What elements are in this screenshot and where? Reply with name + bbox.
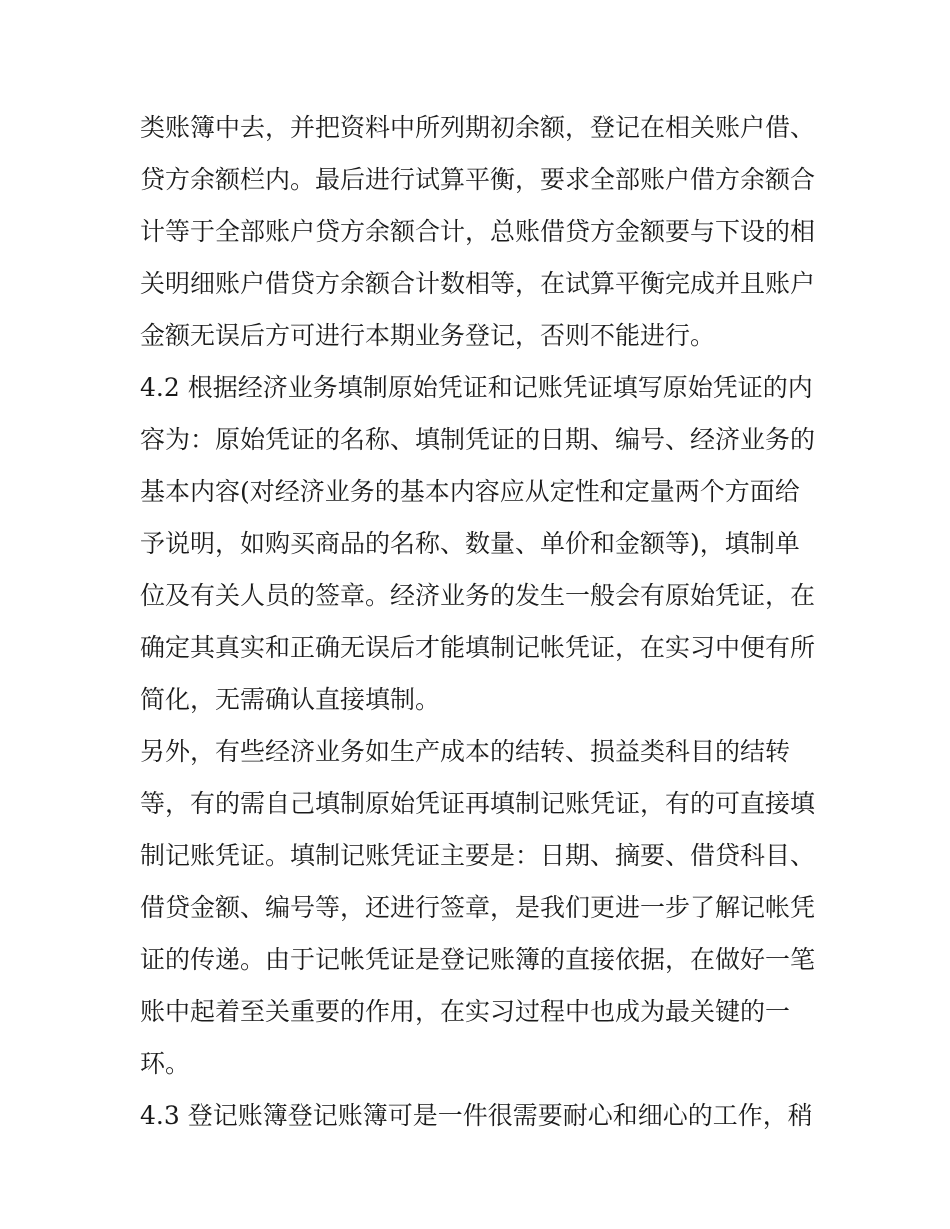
- text-line: 另外，有些经济业务如生产成本的结转、损益类科目的结转: [140, 737, 791, 766]
- text-line: 容为：原始凭证的名称、填制凭证的日期、编号、经济业务的: [140, 425, 816, 454]
- text-line: 类账簿中去，并把资料中所列期初余额，登记在相关账户借、: [140, 113, 816, 142]
- text-line: 简化，无需确认直接填制。: [140, 685, 441, 714]
- text-line: 环。: [140, 1049, 191, 1078]
- text-line: 金额无误后方可进行本期业务登记，否则不能进行。: [140, 321, 716, 350]
- text-line: 证的传递。由于记帐凭证是登记账簿的直接依据，在做好一笔: [140, 945, 816, 974]
- text-line: 基本内容(对经济业务的基本内容应从定性和定量两个方面给: [140, 477, 800, 506]
- text-line: 制记账凭证。填制记账凭证主要是：日期、摘要、借贷科目、: [140, 841, 816, 870]
- text-line: 关明细账户借贷方余额合计数相等，在试算平衡完成并且账户: [140, 269, 816, 298]
- body-text: [140, 102, 820, 1142]
- text-line: 予说明，如购买商品的名称、数量、单价和金额等)，填制单: [140, 529, 800, 558]
- section-heading-4-2: 4.2 根据经济业务填制原始凭证和记账凭证填写原始凭证的内: [140, 373, 813, 402]
- text-line: 位及有关人员的签章。经济业务的发生一般会有原始凭证，在: [140, 581, 816, 610]
- text-line: 贷方余额栏内。最后进行试算平衡，要求全部账户借方余额合: [140, 165, 816, 194]
- section-heading-4-3: 4.3 登记账簿登记账簿可是一件很需要耐心和细心的工作，稍: [140, 1101, 813, 1130]
- text-line: 借贷金额、编号等，还进行签章，是我们更进一步了解记帐凭: [140, 893, 816, 922]
- text-line: 确定其真实和正确无误后才能填制记帐凭证，在实习中便有所: [140, 633, 816, 662]
- text-line: 计等于全部账户贷方余额合计，总账借贷方金额要与下设的相: [140, 217, 816, 246]
- text-line: 账中起着至关重要的作用，在实习过程中也成为最关键的一: [140, 997, 791, 1026]
- text-line: 等，有的需自己填制原始凭证再填制记账凭证，有的可直接填: [140, 789, 816, 818]
